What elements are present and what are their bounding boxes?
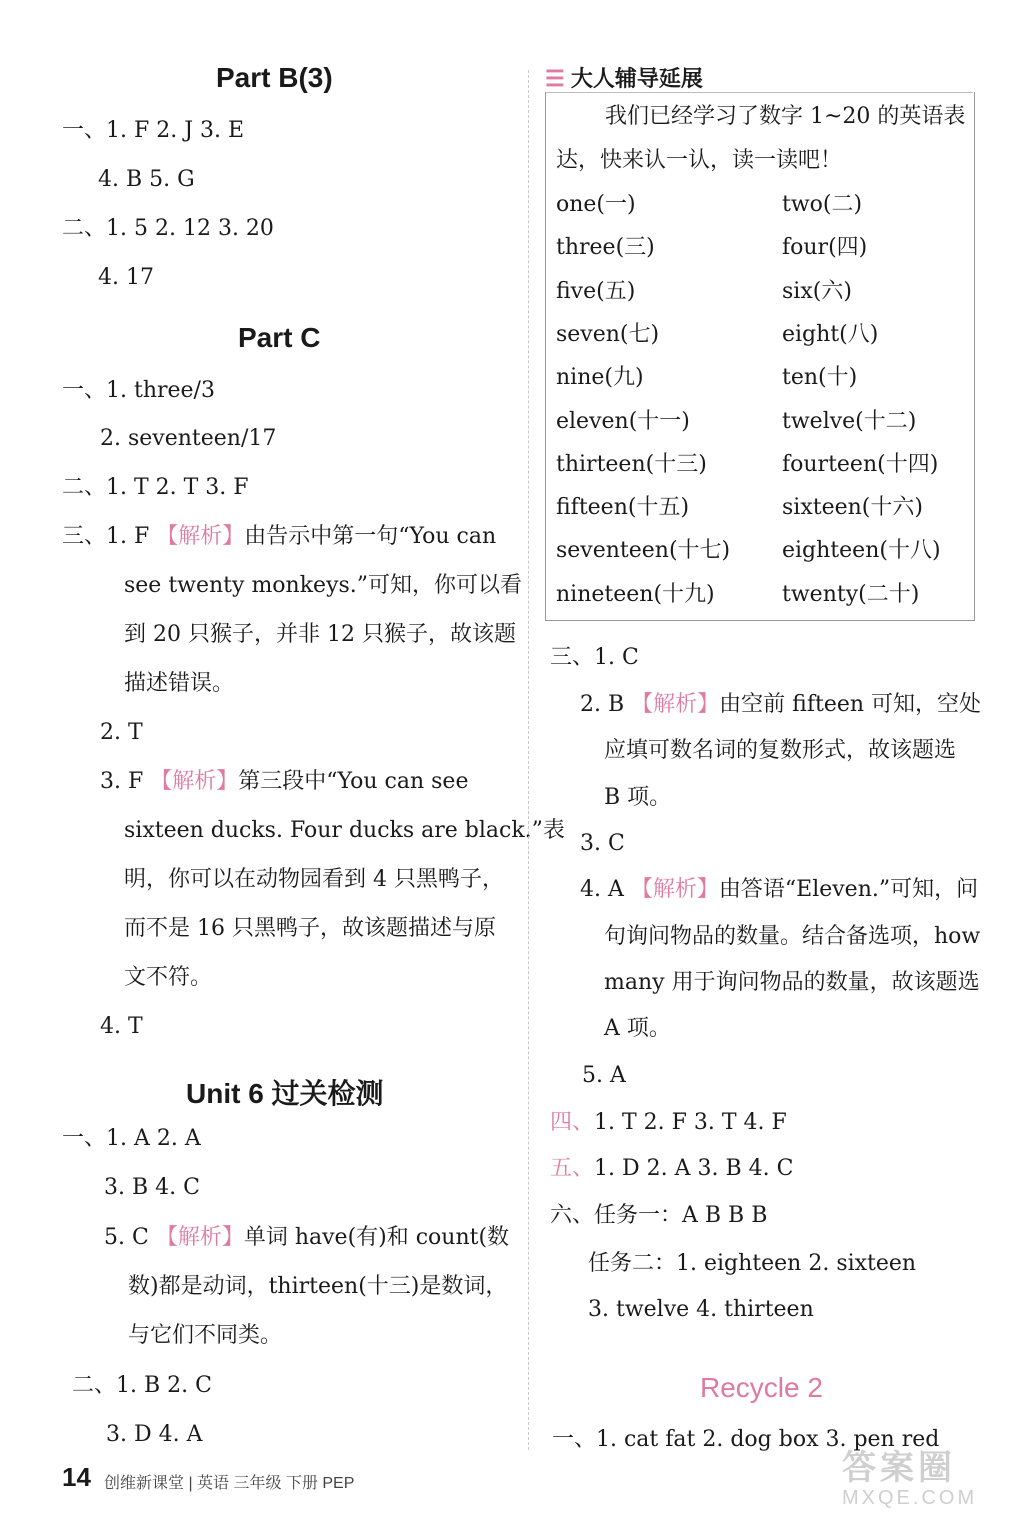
answer-line: 一、1. three/3 bbox=[62, 378, 215, 403]
answer-line: 4. B 5. G bbox=[98, 167, 195, 192]
answer-line bbox=[62, 522, 496, 552]
answer-line: 二、1. B 2. C bbox=[72, 1373, 212, 1398]
answer-line: 二、1. T 2. T 3. F bbox=[62, 475, 249, 500]
answer-line: 三、1. C bbox=[550, 645, 639, 670]
number-word: nineteen(十九) bbox=[556, 581, 715, 607]
number-word: five(五) bbox=[556, 278, 636, 304]
box-title: 大人辅导延展 bbox=[570, 66, 703, 91]
analysis-line: 句询问物品的数量。结合备选项，how bbox=[604, 924, 981, 949]
number-word: nine(九) bbox=[556, 365, 644, 391]
heading-recycle2: Recycle 2 bbox=[700, 1372, 823, 1403]
number-word: six(六) bbox=[782, 278, 852, 304]
analysis-line: 到 20 只猴子，并非 12 只猴子，故该题 bbox=[124, 622, 516, 647]
answer-line: 二、1. 5 2. 12 3. 20 bbox=[62, 216, 274, 241]
analysis-tag: 【解析】 bbox=[631, 692, 720, 717]
analysis-line: 明，你可以在动物园看到 4 只黑鸭子， bbox=[124, 867, 504, 892]
answer-line: 3. twelve 4. thirteen bbox=[588, 1297, 814, 1322]
analysis-line: many 用于询问物品的数量，故该题选 bbox=[604, 970, 980, 995]
number-word: four(四) bbox=[782, 235, 868, 261]
analysis-line: 而不是 16 只黑鸭子，故该题描述与原 bbox=[124, 916, 496, 941]
answers: 1. T 2. F 3. T 4. F bbox=[594, 1110, 787, 1135]
number-word: seventeen(十七) bbox=[556, 538, 731, 564]
answer-line: 2. T bbox=[100, 720, 143, 745]
answer-line bbox=[100, 767, 468, 797]
heading-part-c: Part C bbox=[238, 322, 321, 353]
answer-line: 一、1. A 2. A bbox=[62, 1126, 201, 1151]
answer-num: 5. C bbox=[104, 1225, 149, 1250]
analysis-line: 应填可数名词的复数形式，故该题选 bbox=[604, 738, 957, 763]
answer-line bbox=[550, 1108, 787, 1138]
analysis-line: see twenty monkeys.”可知，你可以看 bbox=[124, 573, 523, 598]
analysis-line: 描述错误。 bbox=[124, 671, 235, 696]
analysis-line: 与它们不同类。 bbox=[128, 1323, 283, 1348]
answer-line bbox=[550, 1154, 793, 1184]
box-intro: 我们已经学习了数字 1~20 的英语表 bbox=[605, 104, 966, 129]
answer-line: 2. seventeen/17 bbox=[100, 426, 277, 451]
watermark-cn: 答案圈 bbox=[842, 1449, 956, 1487]
answer-line: 3. D 4. A bbox=[106, 1422, 203, 1447]
number-word: fourteen(十四) bbox=[782, 451, 939, 477]
number-word: seven(七) bbox=[556, 321, 660, 347]
number-word: fifteen(十五) bbox=[556, 495, 690, 521]
column-divider bbox=[528, 70, 529, 1450]
number-word: twenty(二十) bbox=[782, 581, 920, 607]
answer-line: 5. A bbox=[582, 1063, 626, 1088]
analysis-text: 由告示中第一句“You can bbox=[244, 524, 497, 549]
analysis-text: 由空前 fifteen 可知，空处 bbox=[719, 692, 982, 717]
box-intro: 达，快来认一认，读一读吧！ bbox=[556, 148, 843, 173]
answer-num: 4. A bbox=[580, 877, 624, 902]
analysis-line: sixteen ducks. Four ducks are black.”表 bbox=[124, 818, 565, 843]
answer-line: 六、任务一：A B B B bbox=[550, 1203, 768, 1228]
number-word: two(二) bbox=[782, 192, 863, 217]
heading-unit6: Unit 6 过关检测 bbox=[186, 1078, 384, 1109]
answer-line: 4. 17 bbox=[98, 265, 154, 290]
footer-text: 创维新课堂 | 英语 三年级 下册 PEP bbox=[104, 1475, 355, 1492]
analysis-line: A 项。 bbox=[604, 1016, 671, 1041]
number-word: sixteen(十六) bbox=[782, 495, 923, 521]
analysis-text: 第三段中“You can see bbox=[238, 769, 469, 794]
number-word: eleven(十一) bbox=[556, 408, 690, 434]
answer-line: 一、1. F 2. J 3. E bbox=[62, 118, 245, 143]
answer-num: 3. F bbox=[100, 769, 144, 794]
answer-num: 2. B bbox=[580, 692, 625, 717]
number-word: one(一) bbox=[556, 192, 636, 217]
analysis-tag: 【解析】 bbox=[150, 769, 239, 794]
number-word: ten(十) bbox=[782, 365, 858, 391]
analysis-tag: 【解析】 bbox=[156, 524, 245, 549]
analysis-text: 单词 have(有)和 count(数 bbox=[243, 1225, 510, 1250]
heading-part-b3: Part B(3) bbox=[216, 62, 333, 93]
analysis-line: 数)都是动词，thirteen(十三)是数词， bbox=[128, 1274, 508, 1299]
analysis-line: B 项。 bbox=[604, 785, 672, 810]
box-header bbox=[545, 62, 703, 93]
analysis-line: 文不符。 bbox=[124, 965, 213, 990]
page-number: 14 bbox=[62, 1462, 91, 1492]
number-word: eighteen(十八) bbox=[782, 538, 941, 564]
number-word: three(三) bbox=[556, 235, 655, 261]
answer-line: 3. B 4. C bbox=[104, 1175, 200, 1200]
answers: 1. D 2. A 3. B 4. C bbox=[594, 1156, 794, 1181]
answer-line: 一、1. cat fat 2. dog box 3. pen red bbox=[552, 1427, 940, 1452]
answer-line bbox=[580, 690, 981, 720]
answer-line bbox=[104, 1223, 509, 1253]
number-word: thirteen(十三) bbox=[556, 451, 707, 477]
number-word: eight(八) bbox=[782, 321, 879, 347]
answer-line: 任务二：1. eighteen 2. sixteen bbox=[588, 1251, 917, 1276]
analysis-tag: 【解析】 bbox=[155, 1225, 244, 1250]
section-num: 四、 bbox=[550, 1110, 595, 1135]
answer-line: 3. C bbox=[580, 831, 625, 856]
watermark bbox=[842, 1440, 977, 1510]
answer-line bbox=[580, 875, 978, 905]
list-icon: ☰ bbox=[545, 66, 565, 91]
analysis-text: 由答语“Eleven.”可知，问 bbox=[718, 877, 979, 902]
number-word: twelve(十二) bbox=[782, 408, 917, 434]
answer-line: 4. T bbox=[100, 1014, 143, 1039]
section-num: 五、 bbox=[550, 1156, 595, 1181]
watermark-url: MXQE.COM bbox=[842, 1487, 978, 1509]
answer-num: 三、1. F bbox=[62, 524, 150, 549]
analysis-tag: 【解析】 bbox=[630, 877, 719, 902]
